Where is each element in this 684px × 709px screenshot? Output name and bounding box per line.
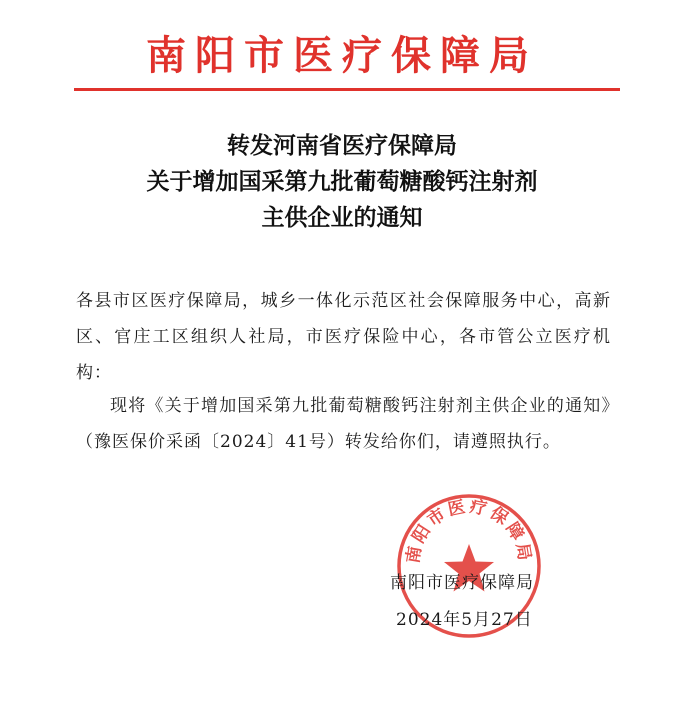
letterhead-title: 南阳市医疗保障局 bbox=[146, 33, 538, 79]
signature-date: 2024年5月27日 bbox=[396, 610, 533, 630]
seal-text: 南阳市医疗保障局 bbox=[403, 496, 535, 565]
body-paragraph: 现将《关于增加国采第九批葡萄糖酸钙注射剂主供企业的通知》（豫医保价采函〔2024〕41号）转发给你们，请遵照执行。 bbox=[76, 396, 611, 452]
title-line-2: 关于增加国采第九批葡萄糖酸钙注射剂 bbox=[146, 169, 538, 195]
recipients-paragraph: 各县市区医疗保障局，城乡一体化示范区社会保障服务中心，高新区、官庄工区组织人社局，市医疗保险中心，各市管公立医疗机构： bbox=[76, 291, 611, 383]
document-title bbox=[0, 128, 684, 236]
title-line-3: 主供企业的通知 bbox=[261, 205, 423, 231]
title-line-1: 转发河南省医疗保障局 bbox=[227, 133, 457, 159]
signature-issuer: 南阳市医疗保障局 bbox=[390, 573, 534, 593]
letterhead-red-rule bbox=[74, 88, 620, 91]
